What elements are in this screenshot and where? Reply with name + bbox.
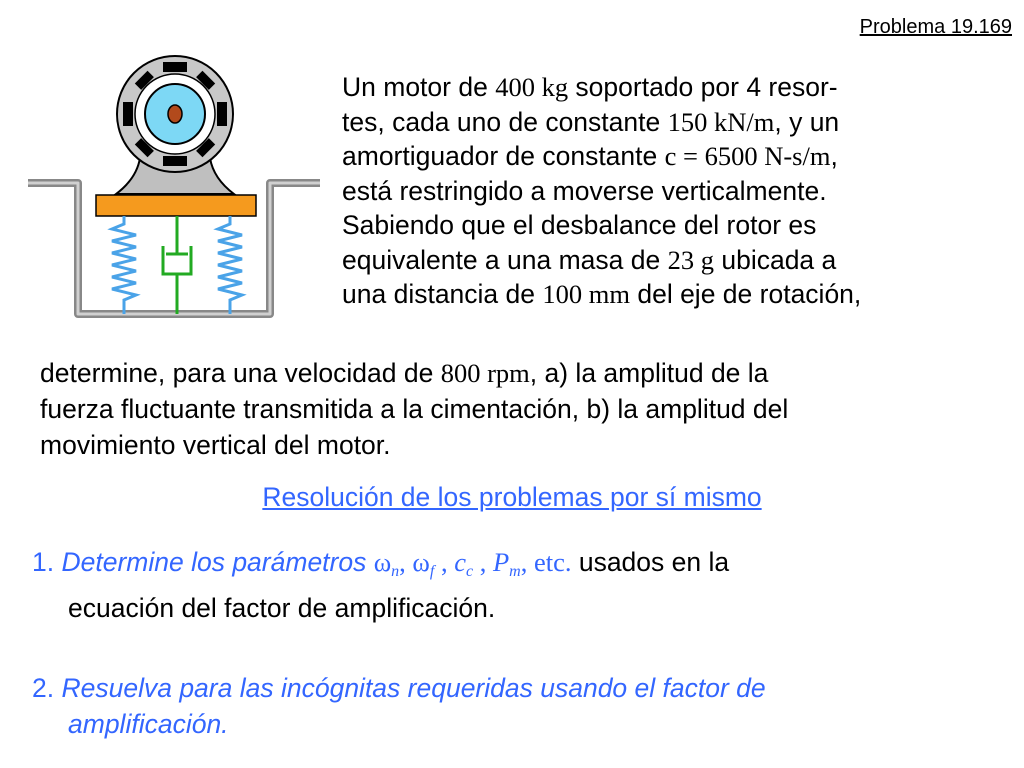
math-value: 150 kN/m [667, 106, 775, 137]
step-instruction: Determine los parámetros [61, 547, 374, 577]
problem-title: Problema 19.169 [859, 16, 1012, 38]
symbol-c-c: $c_c$ [454, 547, 474, 580]
problem-statement-right [342, 70, 1014, 312]
symbol-omega-f: $\omega_f$ [412, 547, 435, 580]
math-value: 100 mm [542, 279, 630, 309]
step-number: 1. [32, 547, 55, 577]
math-value: 800 rpm [440, 358, 530, 388]
step-instruction: Resuelva para las incógnitas requeridas usando el factor de [61, 673, 766, 703]
problem-line: fuerza fluctuante transmitida a la cimentación, b) la amplitud del [40, 394, 789, 424]
symbol-p-m: $P_m$ [492, 547, 521, 580]
step-number: 2. [32, 673, 55, 703]
problem-line: tes, cada uno de constante 150 kN/m, y un [342, 106, 840, 137]
damper-icon [163, 216, 191, 314]
problem-line: determine, para una velocidad de 800 rpm, a) la amplitud de la [40, 358, 769, 388]
problem-line: está restringido a moverse verticalmente. [342, 175, 827, 206]
math-value: c = 6500 N-s/m [664, 141, 831, 171]
section-subtitle: Resolución de los problemas por sí mismo [262, 482, 762, 512]
problem-line: amortiguador de constante c = 6500 N-s/m, [342, 141, 838, 171]
symbol-omega-n: $\omega_n$ [373, 547, 400, 580]
math-value: 400 kg [495, 72, 569, 102]
step-text-cont: amplificación. [68, 709, 229, 739]
problem-line: Sabiendo que el desbalance del rotor es [342, 210, 817, 240]
problem-line: equivalente a una masa de 23 g ubicada a [342, 244, 837, 275]
step-text: usados en la [571, 547, 730, 577]
step-1: 1. Determine los parámetros $\omega_n$, $\omega_f$ , $c_c$ , $P_m$, etc. usados en la ecuación del factor de amplificación. [32, 544, 729, 626]
motor-diagram-icon [20, 50, 325, 325]
step-2 [32, 670, 766, 742]
problem-line: una distancia de 100 mm del eje de rotación, [342, 279, 862, 309]
math-value: 23 g [667, 244, 714, 275]
problem-line: Un motor de 400 kg soportado por 4 resor- [342, 72, 838, 102]
problem-statement-full [40, 355, 1015, 463]
rotor-hub [168, 105, 182, 123]
step-text-cont: ecuación del factor de amplificación. [68, 593, 496, 623]
platform [96, 195, 256, 216]
problem-line: movimiento vertical del motor. [40, 430, 391, 460]
